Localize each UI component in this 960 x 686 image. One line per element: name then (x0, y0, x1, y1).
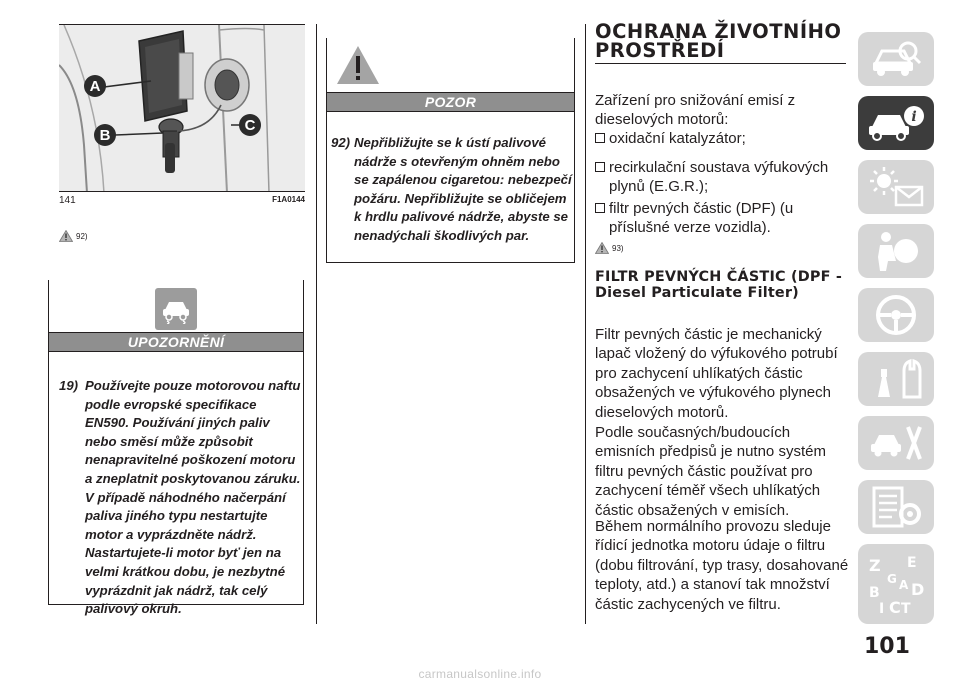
side-tab-car-info[interactable] (858, 96, 934, 150)
callout-b (94, 124, 116, 146)
fuel-filler-illustration (59, 25, 305, 193)
maintenance-icon (866, 421, 926, 465)
fuel-filler-figure (59, 24, 305, 208)
car-inspection-icon (868, 39, 924, 79)
env-bullet-text: recirkulační soustava výfukových plynů (E.G.R.); (609, 159, 829, 196)
env-bullet-3 (595, 199, 850, 238)
side-tab-warning-lights[interactable] (858, 160, 934, 214)
svg-text:B: B (869, 585, 880, 601)
warning-reference-number: 93) (612, 243, 624, 253)
column-separator-right (585, 24, 586, 624)
dpf-paragraph-3: Během normálního provozu sleduje řídicí jednotka motoru údaje o filtru (dobu filtrování, typ trasy, dosahované teploty, atd.) a stanoví tak množství částic zachycených ve filtru. (595, 518, 849, 613)
caution-body: Používejte pouze motorovou naftu podle evropské specifikace EN590. Používání jiných paliv nebo směsí může způsobit nenapravitelné poškození motoru a zneplatnit poskytovanou záruku. V případě náhodného načerpání paliva jiného typu nestartujte motor a vyprázdněte nádrž. Nastartujete-li motor byť jen na velmi krátkou dobu, je nezbytné vyprázdnit jak nádrž, tak celý palivový okruh. (85, 378, 301, 617)
warning-triangle-icon (59, 230, 73, 242)
caution-title-band: UPOZORNĚNÍ (49, 332, 303, 352)
page-number: 101 (864, 634, 910, 659)
env-bullet-text: oxidační katalyzátor; (609, 130, 746, 147)
env-intro: Zařízení pro snižování emisí z dieselových motorů: (595, 92, 796, 129)
warning-reference-left (59, 230, 88, 242)
column-separator-left (316, 24, 317, 624)
side-tab-starting-driving[interactable] (858, 288, 934, 342)
bullet-box-icon (595, 133, 605, 143)
dpf-paragraph-2: Podle současných/budoucích emisních předpisů je nutno systém filtru pevných částic používat pro zachycení téměř všech uhlíkatých částic obsažených v emisích. (595, 424, 826, 519)
figure-code: F1A0144 (272, 195, 305, 204)
alphabetical-index-icon (863, 549, 929, 619)
svg-text:T: T (901, 601, 911, 617)
warning-triangle-large-icon (335, 44, 381, 86)
side-tab-emergency[interactable] (858, 352, 934, 406)
section-heading-environment: OCHRANA ŽIVOTNÍHO PROSTŘEDÍ (595, 22, 846, 64)
callout-c (239, 114, 261, 136)
bullet-box-icon (595, 162, 605, 172)
svg-text:I: I (879, 601, 885, 617)
callout-a-label: A (89, 77, 101, 95)
steering-wheel-icon (866, 292, 926, 338)
env-bullet-text: filtr pevných částic (DPF) (u příslušné verze vozidla). (609, 200, 794, 237)
callout-c-label: C (244, 116, 256, 134)
side-tab-safety[interactable] (858, 224, 934, 278)
warning-body: Nepřibližujte se k ústí palivové nádrže s otevřeným ohněm nebo se zapálenou cigaretou: nebezpečí požáru. Nepřibližujte se obličejem k hrdlu palivové nádrže, abyste se nenadýchali škodlivých par. (354, 135, 572, 243)
callout-b-label: B (99, 126, 111, 144)
svg-text:i: i (911, 109, 917, 125)
svg-text:Z: Z (869, 556, 881, 575)
caution-box-left (48, 280, 304, 617)
breakdown-icon (866, 357, 926, 401)
side-tab-technical-data[interactable] (858, 480, 934, 534)
car-skid-icon (155, 288, 197, 330)
svg-text:C: C (889, 598, 901, 617)
env-bullet-2 (595, 158, 850, 197)
side-tab-index[interactable] (858, 544, 934, 624)
warning-reference-right (595, 242, 624, 254)
caution-text-left (59, 377, 301, 619)
side-tab-maintenance[interactable] (858, 416, 934, 470)
warning-number: 92) (331, 135, 351, 150)
svg-text:G: G (887, 572, 897, 586)
warning-box-right (326, 38, 575, 263)
svg-text:E: E (907, 555, 917, 571)
warning-reference-number: 92) (76, 231, 88, 241)
dpf-paragraph-1: Filtr pevných částic je mechanický lapač vložený do výfukového potrubí pro zachycení uhlíkatých částic obsažených ve výfukového plynech dieselových motorů. (595, 326, 838, 421)
side-tab-car-inspection[interactable] (858, 32, 934, 86)
warning-title-band: POZOR (327, 92, 574, 112)
watermark: carmanualsonline.info (418, 667, 542, 681)
caution-number: 19) (59, 378, 79, 393)
warning-lights-icon (866, 165, 926, 209)
technical-data-icon (866, 484, 926, 530)
callout-a (84, 75, 106, 97)
car-info-icon (866, 103, 926, 143)
svg-text:D: D (911, 580, 925, 599)
figure-number: 141 (59, 195, 76, 206)
figure-caption (59, 191, 305, 208)
env-bullet-1 (595, 129, 850, 148)
warning-triangle-icon (595, 242, 609, 254)
warning-text-right (331, 134, 575, 246)
svg-text:A: A (899, 578, 909, 592)
bullet-box-icon (595, 203, 605, 213)
airbag-safety-icon (866, 229, 926, 273)
section-heading-dpf: FILTR PEVNÝCH ČÁSTIC (DPF - Diesel Particulate Filter) (595, 269, 843, 301)
